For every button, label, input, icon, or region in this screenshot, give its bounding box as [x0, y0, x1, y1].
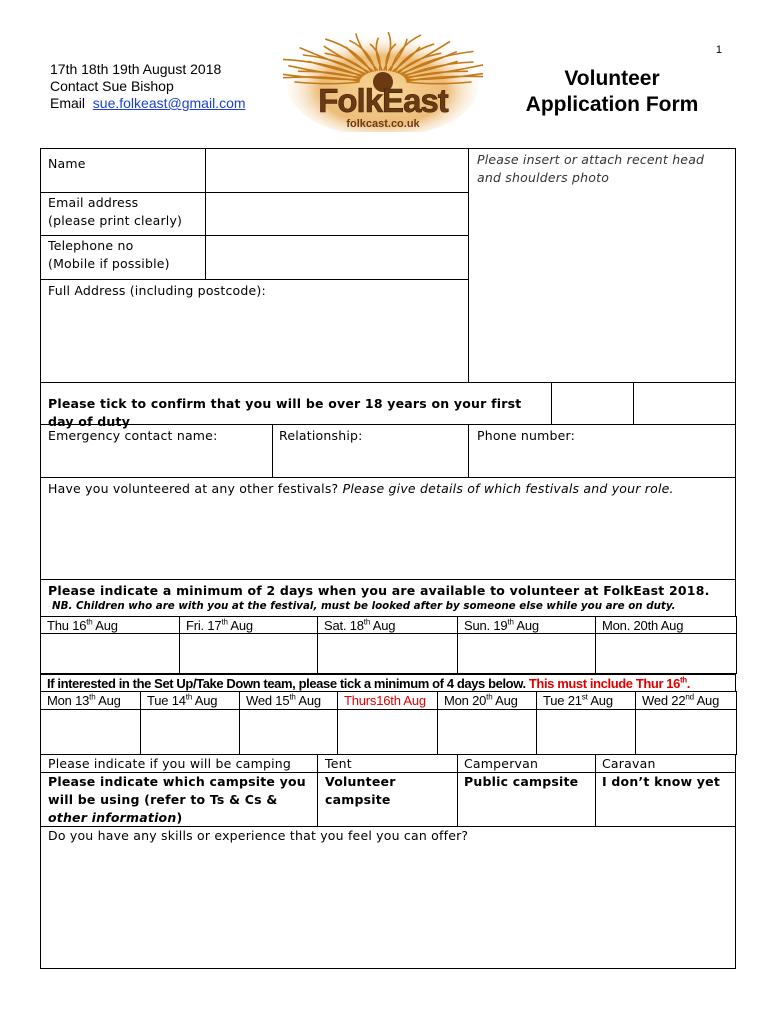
logo-url: folkcast.co.uk — [346, 118, 420, 130]
setup-day-label — [140, 691, 240, 710]
caravan-label: Caravan — [602, 756, 656, 771]
dont-know-label: I don’t know yet — [602, 774, 721, 789]
setup-day-tickbox[interactable] — [437, 709, 537, 755]
emergency-contact-label: Emergency contact name: — [48, 428, 218, 443]
setup-day-label — [337, 691, 438, 710]
emergency-phone-field[interactable] — [468, 424, 736, 478]
setup-day-tickbox[interactable] — [536, 709, 636, 755]
photo-box[interactable] — [468, 148, 736, 383]
campervan-label: Campervan — [464, 756, 539, 771]
tent-label: Tent — [325, 756, 352, 771]
event-dates: 17th 18th 19th August 2018 — [50, 61, 222, 77]
relationship-label: Relationship: — [279, 428, 363, 443]
availability-day-label — [317, 616, 458, 634]
page-number: 1 — [715, 44, 722, 56]
availability-day-text: Fri. 17th Aug — [186, 617, 253, 633]
availability-day-tickbox[interactable] — [40, 633, 180, 674]
setup-day-label — [635, 691, 737, 710]
email-address-label: Email address (please print clearly) — [48, 195, 183, 228]
setup-day-text: Thurs16th Aug — [344, 693, 426, 708]
name-label: Name — [48, 156, 86, 171]
relationship-field[interactable] — [272, 424, 469, 478]
availability-day-text: Thu 16th Aug — [47, 617, 118, 633]
availability-day-text: Sat. 18th Aug — [324, 617, 396, 633]
availability-day-tickbox[interactable] — [317, 633, 458, 674]
volunteer-campsite-label: Volunteer campsite — [325, 774, 396, 807]
campsite-option-unknown[interactable] — [595, 772, 736, 827]
age-confirm-label: Please tick to confirm that you will be over 18 years on your first day of duty — [48, 396, 522, 429]
other-festivals-label: Have you volunteered at any other festivals? Please give details of which festivals and your role. — [48, 481, 674, 496]
availability-day-label — [40, 616, 180, 634]
other-festivals-field[interactable] — [40, 477, 736, 580]
contact-name: Contact Sue Bishop — [50, 78, 174, 94]
skills-label: Do you have any skills or experience that you feel you can offer? — [48, 828, 469, 843]
email-link[interactable]: sue.folkeast@gmail.com — [92, 95, 246, 111]
emergency-phone-label: Phone number: — [477, 428, 576, 443]
setup-day-tickbox[interactable] — [337, 709, 438, 755]
name-label-cell — [40, 148, 206, 193]
address-field[interactable] — [40, 279, 469, 383]
age-confirm-blank — [633, 382, 736, 425]
availability-day-text: Mon. 20th Aug — [602, 618, 684, 633]
title-line-2: Application Form — [525, 93, 699, 116]
availability-day-text: Sun. 19th Aug — [464, 617, 539, 633]
setup-day-tickbox[interactable] — [239, 709, 338, 755]
availability-note: NB. Children who are with you at the festival, must be looked after by someone else while you are on duty. — [52, 600, 676, 612]
setup-day-text: Wed 15th Aug — [246, 692, 321, 708]
setup-day-tickbox[interactable] — [635, 709, 737, 755]
availability-heading: Please indicate a minimum of 2 days when you are available to volunteer at FolkEast 2018. — [48, 583, 710, 598]
availability-day-label — [179, 616, 318, 634]
availability-day-label — [457, 616, 596, 634]
contact-email — [50, 95, 246, 112]
setup-day-text: Tue 14th Aug — [147, 692, 218, 708]
setup-day-label — [536, 691, 636, 710]
folkeast-logo — [283, 30, 483, 132]
public-campsite-label: Public campsite — [464, 774, 579, 789]
camping-option-caravan[interactable] — [595, 754, 736, 773]
address-label: Full Address (including postcode): — [48, 283, 266, 298]
setup-day-text: Mon 20th Aug — [444, 692, 518, 708]
camping-option-campervan[interactable] — [457, 754, 596, 773]
event-info — [50, 61, 246, 112]
availability-day-tickbox[interactable] — [595, 633, 737, 674]
availability-heading-cell — [40, 579, 736, 617]
campsite-label-cell — [40, 772, 318, 827]
setup-day-tickbox[interactable] — [140, 709, 240, 755]
setup-day-text: Tue 21st Aug — [543, 692, 613, 708]
availability-day-label — [595, 616, 737, 634]
setup-day-label — [437, 691, 537, 710]
name-field[interactable] — [205, 148, 469, 193]
setup-day-label — [239, 691, 338, 710]
photo-note: Please insert or attach recent head and shoulders photo — [477, 152, 705, 185]
campsite-option-volunteer[interactable] — [317, 772, 458, 827]
skills-field[interactable] — [40, 826, 736, 969]
camping-option-tent[interactable] — [317, 754, 458, 773]
availability-day-tickbox[interactable] — [457, 633, 596, 674]
form-title — [500, 66, 724, 118]
setup-heading-cell — [40, 674, 736, 692]
campsite-label: Please indicate which campsite you will be using (refer to Ts & Cs & other information) — [48, 774, 306, 825]
title-line-1: Volunteer — [564, 67, 660, 90]
telephone-label: Telephone no (Mobile if possible) — [48, 238, 170, 271]
setup-heading: If interested in the Set Up/Take Down team, please tick a minimum of 4 days below. This must include Thur 16th. — [47, 675, 690, 691]
age-confirm-cell — [40, 382, 552, 429]
camping-label: Please indicate if you will be camping — [48, 756, 292, 771]
telephone-field[interactable] — [205, 235, 469, 280]
email-field[interactable] — [205, 192, 469, 236]
emergency-contact-field[interactable] — [40, 424, 273, 478]
setup-day-label — [40, 691, 141, 710]
email-label: Email — [50, 95, 86, 111]
email-label-cell — [40, 192, 206, 236]
age-confirm-tickbox[interactable] — [551, 382, 634, 425]
setup-day-tickbox[interactable] — [40, 709, 141, 755]
phone-label-cell — [40, 235, 206, 280]
campsite-option-public[interactable] — [457, 772, 596, 827]
setup-day-text: Wed 22nd Aug — [642, 692, 720, 708]
availability-day-tickbox[interactable] — [179, 633, 318, 674]
logo-wordmark: FolkEast — [318, 82, 448, 119]
camping-label-cell — [40, 754, 318, 773]
setup-day-text: Mon 13th Aug — [47, 692, 121, 708]
